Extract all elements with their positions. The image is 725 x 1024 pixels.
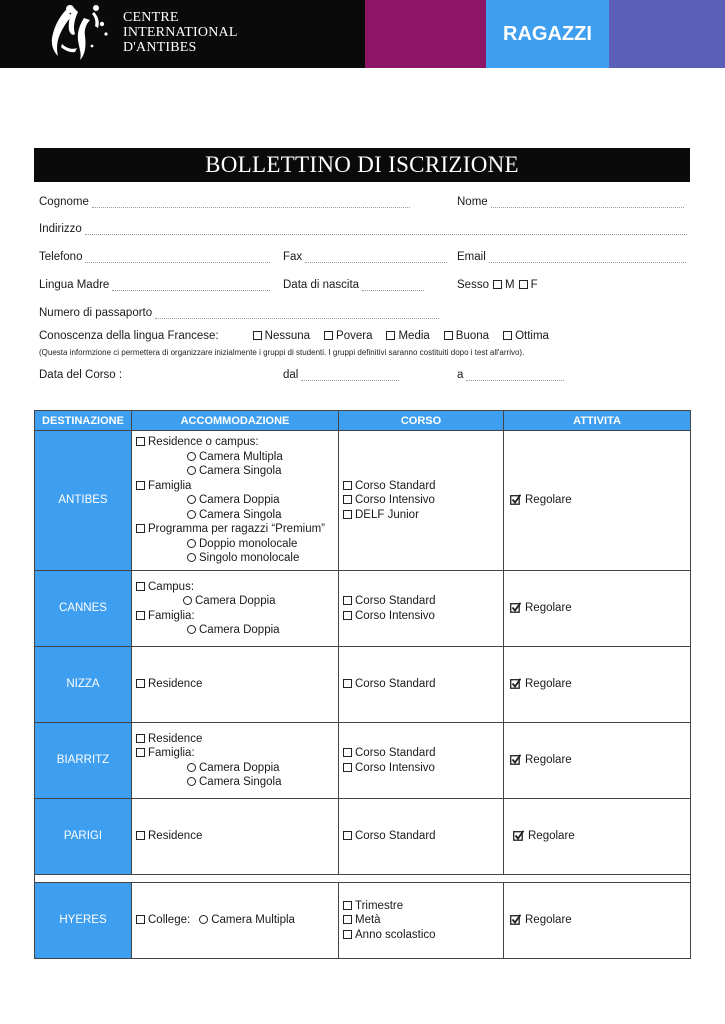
lingua-madre-label: Lingua Madre <box>39 279 110 291</box>
logo-text <box>123 10 238 55</box>
ragazzi-label: RAGAZZI <box>503 22 592 45</box>
checkbox-icon[interactable] <box>136 831 145 840</box>
conoscenza-field <box>39 330 549 342</box>
checkbox-icon[interactable] <box>343 510 352 519</box>
acc-label: Famiglia: <box>148 747 195 759</box>
att-option[interactable] <box>510 753 686 768</box>
acc-label: Camera Singola <box>199 508 282 521</box>
acc-sub-option[interactable] <box>136 508 334 523</box>
corso-option[interactable] <box>343 913 499 928</box>
checkbox-icon[interactable] <box>343 611 352 620</box>
corso-nizza <box>339 647 504 723</box>
passaporto-line[interactable] <box>155 309 439 319</box>
checkbox-icon[interactable] <box>136 679 145 688</box>
conoscenza-note: (Questa informzione ci permettera di organizzare inizialmente i gruppi di studenti. I gruppi definitivi saranno costituiti dopo i test all'arrivo). <box>39 348 525 357</box>
att-label: Regolare <box>525 754 572 767</box>
acc-label: Camera Singola <box>199 776 282 788</box>
acc-sub-option[interactable] <box>136 623 334 638</box>
acc-cannes <box>132 571 339 647</box>
acc-label: Residence <box>148 830 203 843</box>
corso-antibes <box>339 431 504 571</box>
acc-label: Singolo monolocale <box>199 552 300 565</box>
corso-option[interactable] <box>343 479 499 494</box>
att-option[interactable] <box>510 493 686 508</box>
sesso-m-label: M <box>504 279 515 291</box>
corso-option[interactable] <box>343 928 499 943</box>
dal-field[interactable] <box>283 369 399 381</box>
checkbox-icon[interactable] <box>253 331 262 340</box>
fax-line[interactable] <box>305 253 447 263</box>
acc-option[interactable] <box>136 829 334 844</box>
corso-option[interactable] <box>343 746 499 761</box>
acc-hyeres <box>132 883 339 959</box>
acc-option[interactable] <box>136 435 334 450</box>
att-label: Regolare <box>525 914 572 927</box>
data-nascita-line[interactable] <box>362 281 424 291</box>
sesso-f-label: F <box>530 279 538 291</box>
livello-label: Povera <box>336 330 373 342</box>
acc-label: Camera Doppia <box>199 624 280 636</box>
checkbox-icon[interactable] <box>136 748 145 757</box>
checkbox-icon[interactable] <box>136 481 145 490</box>
att-label: Regolare <box>525 678 572 691</box>
telefono-label: Telefono <box>39 251 83 263</box>
radio-icon[interactable] <box>187 539 196 548</box>
acc-sub-option[interactable] <box>136 537 334 552</box>
cognome-line[interactable] <box>92 198 410 208</box>
acc-label: Doppio monolocale <box>199 537 298 550</box>
corso-label: Corso Standard <box>355 830 436 843</box>
data-corso-label: Data del Corso : <box>39 369 123 381</box>
header-accommodazione: ACCOMMODAZIONE <box>132 411 339 431</box>
table-row-nizza <box>35 647 691 723</box>
table-header-row <box>35 411 691 431</box>
checkbox-icon[interactable] <box>136 437 145 446</box>
table-row-parigi <box>35 799 691 875</box>
acc-label: Camera Singola <box>199 465 282 478</box>
acc-label: Famiglia <box>148 479 192 492</box>
att-option[interactable] <box>510 601 686 616</box>
acc-antibes <box>132 431 339 571</box>
table-row-biarritz <box>35 723 691 799</box>
corso-label: Metà <box>355 914 381 927</box>
table-row-hyeres <box>35 883 691 959</box>
header-attivita: ATTIVITA <box>504 411 691 431</box>
a-label: a <box>457 369 464 381</box>
acc-option[interactable] <box>136 609 334 624</box>
spacer-cell <box>35 875 691 883</box>
fax-field[interactable] <box>283 251 447 263</box>
checked-checkbox-icon[interactable] <box>513 830 524 841</box>
header-magenta-block <box>365 0 486 68</box>
telefono-line[interactable] <box>85 253 270 263</box>
sesso-m-option[interactable] <box>493 279 515 291</box>
passaporto-label: Numero di passaporto <box>39 307 153 319</box>
dancer-logo-icon <box>44 4 114 62</box>
corso-hyeres <box>339 883 504 959</box>
acc-label: College: <box>148 914 191 927</box>
radio-icon[interactable] <box>187 495 196 504</box>
dest-biarritz: BIARRITZ <box>35 723 132 799</box>
acc-option[interactable] <box>136 746 334 761</box>
logo-line-3: D'ANTIBES <box>123 40 197 55</box>
indirizzo-field[interactable] <box>39 223 687 235</box>
checkbox-icon[interactable] <box>343 481 352 490</box>
table-spacer-row <box>35 875 691 883</box>
livello-label: Ottima <box>515 330 549 342</box>
sesso-field <box>457 279 538 291</box>
livello-label: Buona <box>455 330 490 342</box>
acc-label: Camera Doppia <box>199 761 280 774</box>
data-nascita-field[interactable] <box>283 279 424 291</box>
livello-nessuna[interactable] <box>253 330 310 342</box>
sesso-f-option[interactable] <box>519 279 538 291</box>
nome-line[interactable] <box>491 198 684 208</box>
att-option[interactable] <box>510 677 686 692</box>
table-row-cannes <box>35 571 691 647</box>
att-hyeres <box>504 883 691 959</box>
corso-option[interactable] <box>343 829 499 844</box>
checkbox-icon[interactable] <box>386 331 395 340</box>
acc-option[interactable] <box>136 677 334 692</box>
indirizzo-label: Indirizzo <box>39 223 82 235</box>
corso-cannes <box>339 571 504 647</box>
logo-line-1: CENTRE <box>123 10 179 25</box>
checkbox-icon[interactable] <box>343 901 352 910</box>
dest-antibes: ANTIBES <box>35 431 132 571</box>
livello-media[interactable] <box>386 330 429 342</box>
checkbox-icon[interactable] <box>444 331 453 340</box>
livello-ottima[interactable] <box>503 330 549 342</box>
corso-option[interactable] <box>343 677 499 692</box>
radio-icon[interactable] <box>187 777 196 786</box>
header-corso: CORSO <box>339 411 504 431</box>
checkbox-icon[interactable] <box>343 831 352 840</box>
dest-nizza: NIZZA <box>35 647 132 723</box>
indirizzo-line[interactable] <box>85 225 687 235</box>
acc-sub-option[interactable] <box>136 594 334 609</box>
checkbox-icon[interactable] <box>519 280 528 289</box>
a-line[interactable] <box>466 371 564 381</box>
livello-label: Media <box>398 330 430 342</box>
att-cannes <box>504 571 691 647</box>
att-nizza <box>504 647 691 723</box>
acc-label: Residence o campus: <box>148 436 259 449</box>
acc-sub-option[interactable] <box>136 493 334 508</box>
acc-label: Famiglia: <box>148 609 195 622</box>
dest-cannes: CANNES <box>35 571 132 647</box>
dest-parigi: PARIGI <box>35 799 132 875</box>
checkbox-icon[interactable] <box>136 915 145 924</box>
acc-nizza <box>132 647 339 723</box>
corso-label: Corso Intensivo <box>355 494 435 507</box>
att-option[interactable] <box>513 829 686 844</box>
radio-icon[interactable] <box>187 553 196 562</box>
dest-hyeres: HYERES <box>35 883 132 959</box>
cognome-field[interactable] <box>39 196 410 208</box>
att-biarritz <box>504 723 691 799</box>
livello-povera[interactable] <box>324 330 372 342</box>
att-label: Regolare <box>528 830 575 843</box>
corso-parigi <box>339 799 504 875</box>
corso-option[interactable] <box>343 594 499 609</box>
checkbox-icon[interactable] <box>493 280 502 289</box>
header-logo-area <box>0 0 365 68</box>
checked-checkbox-icon[interactable] <box>510 494 521 505</box>
email-label: Email <box>457 251 486 263</box>
corso-option[interactable] <box>343 609 499 624</box>
lingua-madre-line[interactable] <box>112 281 270 291</box>
livello-buona[interactable] <box>444 330 489 342</box>
att-label: Regolare <box>525 494 572 507</box>
email-line[interactable] <box>489 253 686 263</box>
checkbox-icon[interactable] <box>136 734 145 743</box>
acc-sub-option[interactable] <box>136 761 334 776</box>
radio-icon[interactable] <box>187 510 196 519</box>
conoscenza-label: Conoscenza della lingua Francese: <box>39 330 219 342</box>
cognome-label: Cognome <box>39 196 89 208</box>
acc-option[interactable] <box>136 580 334 595</box>
fax-label: Fax <box>283 251 303 263</box>
checkbox-icon[interactable] <box>343 748 352 757</box>
corso-option[interactable] <box>343 493 499 508</box>
att-antibes <box>504 431 691 571</box>
acc-option[interactable] <box>136 479 334 494</box>
corso-label: Corso Standard <box>355 479 436 492</box>
checkbox-icon[interactable] <box>343 596 352 605</box>
corso-label: Corso Standard <box>355 595 436 607</box>
att-parigi <box>504 799 691 875</box>
page-title: BOLLETTINO DI ISCRIZIONE <box>205 152 519 177</box>
checkbox-icon[interactable] <box>343 915 352 924</box>
checkbox-icon[interactable] <box>343 495 352 504</box>
radio-icon[interactable] <box>187 763 196 772</box>
header-ragazzi-tab <box>486 0 609 68</box>
acc-label: Camera Multipla <box>211 914 295 927</box>
checkbox-icon[interactable] <box>136 582 145 591</box>
acc-label: Campus: <box>148 580 195 593</box>
acc-label: Programma per ragazzi “Premium” <box>148 523 326 536</box>
checkbox-icon[interactable] <box>136 611 145 620</box>
checkbox-icon[interactable] <box>343 679 352 688</box>
checkbox-icon[interactable] <box>503 331 512 340</box>
corso-option[interactable] <box>343 899 499 914</box>
corso-option[interactable] <box>343 508 499 523</box>
dal-line[interactable] <box>301 371 399 381</box>
logo-line-2: INTERNATIONAL <box>123 25 238 40</box>
acc-sub-option[interactable] <box>136 450 334 465</box>
acc-option[interactable] <box>136 732 334 747</box>
lingua-madre-field[interactable] <box>39 279 270 291</box>
acc-label: Residence <box>148 678 203 691</box>
a-field[interactable] <box>457 369 564 381</box>
radio-icon[interactable] <box>187 625 196 634</box>
header <box>0 0 725 68</box>
sesso-label: Sesso <box>457 279 489 291</box>
header-purple-block <box>609 0 725 68</box>
radio-icon[interactable] <box>187 452 196 461</box>
acc-label: Residence <box>148 732 203 745</box>
acc-sub-option[interactable] <box>136 775 334 790</box>
email-field[interactable] <box>457 251 686 263</box>
checked-checkbox-icon[interactable] <box>510 914 521 925</box>
acc-option[interactable] <box>136 913 334 928</box>
passaporto-field[interactable] <box>39 307 439 319</box>
checked-checkbox-icon[interactable] <box>510 754 521 765</box>
checkbox-icon[interactable] <box>324 331 333 340</box>
telefono-field[interactable] <box>39 251 270 263</box>
acc-label: Camera Doppia <box>199 494 280 507</box>
data-nascita-label: Data di nascita <box>283 279 360 291</box>
checkbox-icon[interactable] <box>343 763 352 772</box>
att-label: Regolare <box>525 602 572 615</box>
corso-label: Anno scolastico <box>355 928 436 941</box>
acc-sub-option[interactable] <box>199 914 295 926</box>
corso-option[interactable] <box>343 761 499 776</box>
checkbox-icon[interactable] <box>136 524 145 533</box>
acc-parigi <box>132 799 339 875</box>
acc-sub-option[interactable] <box>136 464 334 479</box>
radio-icon[interactable] <box>183 596 192 605</box>
title-bar <box>34 148 690 182</box>
acc-option[interactable] <box>136 522 334 537</box>
corso-biarritz <box>339 723 504 799</box>
acc-label: Camera Multipla <box>199 450 283 463</box>
nome-field[interactable] <box>457 196 684 208</box>
corso-label: Trimestre <box>355 899 404 912</box>
corso-label: Corso Intensivo <box>355 761 435 774</box>
corso-label: DELF Junior <box>355 508 419 521</box>
radio-icon[interactable] <box>187 466 196 475</box>
corso-label: Corso Intensivo <box>355 609 435 622</box>
acc-sub-option[interactable] <box>136 551 334 566</box>
acc-biarritz <box>132 723 339 799</box>
livello-label: Nessuna <box>264 330 311 342</box>
checkbox-icon[interactable] <box>343 930 352 939</box>
att-option[interactable] <box>510 913 686 928</box>
checked-checkbox-icon[interactable] <box>510 602 521 613</box>
table-row-antibes <box>35 431 691 571</box>
nome-label: Nome <box>457 196 488 208</box>
radio-icon[interactable] <box>199 915 208 924</box>
corso-label: Corso Standard <box>355 678 436 691</box>
header-destinazione: DESTINAZIONE <box>35 411 132 431</box>
acc-label: Camera Doppia <box>195 595 276 607</box>
corso-label: Corso Standard <box>355 747 436 759</box>
dal-label: dal <box>283 369 299 381</box>
checked-checkbox-icon[interactable] <box>510 678 521 689</box>
courses-table <box>34 410 691 959</box>
